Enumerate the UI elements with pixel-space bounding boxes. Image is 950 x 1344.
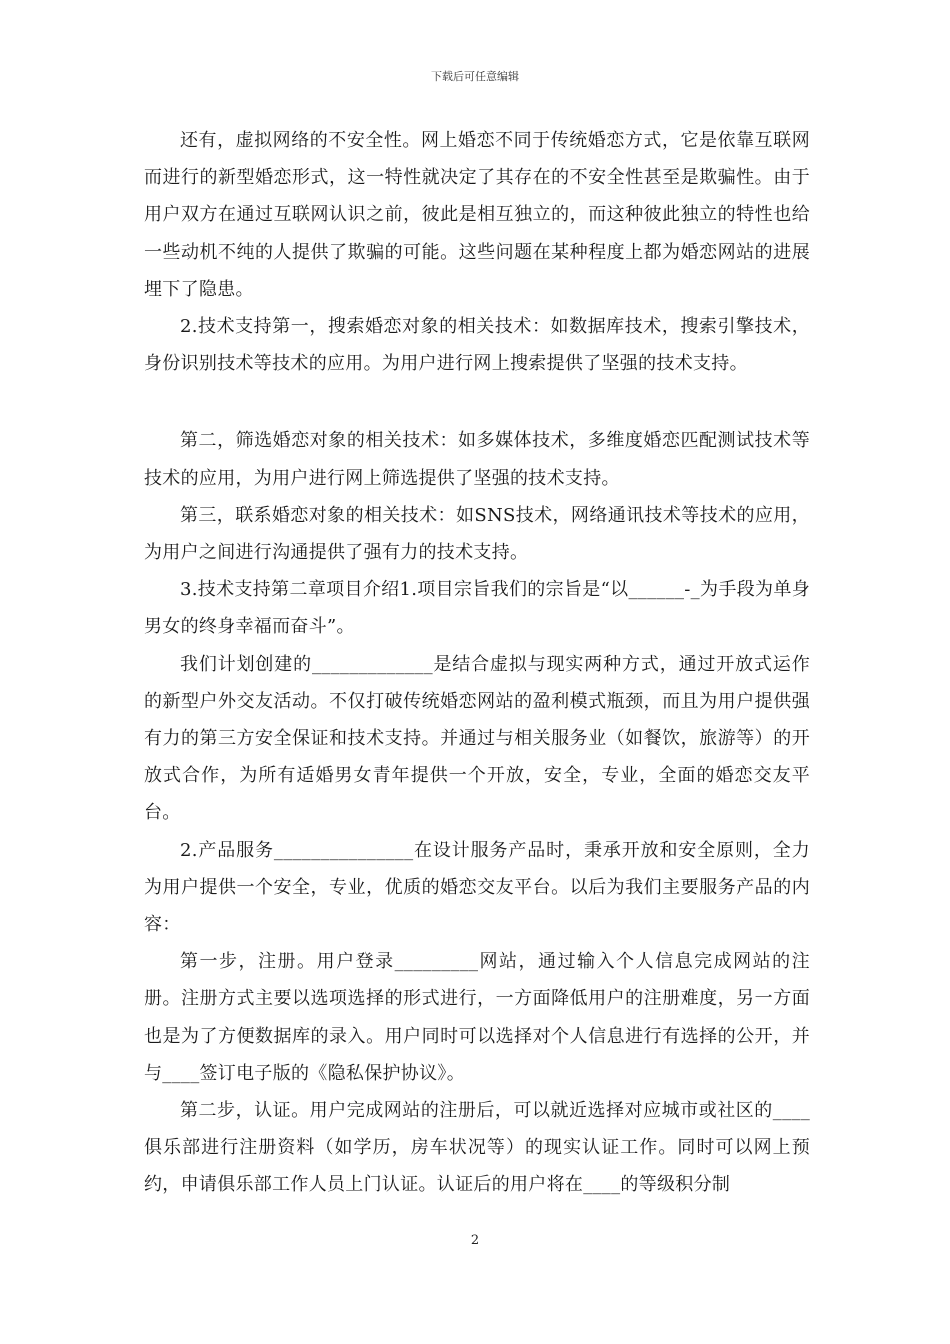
paragraph-project-purpose: 3.技术支持第二章项目介绍1.项目宗旨我们的宗旨是“以______-_为手段为单身男女的终身幸福而奋斗”。 bbox=[144, 579, 810, 638]
paragraph-project-plan: 我们计划创建的_____________是结合虚拟与现实两种方式，通过开放式运作的新型户外交友活动。不仅打破传统婚恋网站的盈利模式瓶颈，而且为用户提供强有力的第三方安全保证和技术支持。并通过与相关服务业（如餐饮，旅游等）的开放式合作，为所有适婚男女青年提供一个开放，安全，专业，全面的婚恋交友平台。 bbox=[144, 653, 810, 824]
paragraph-insecurity: 还有，虚拟网络的不安全性。网上婚恋不同于传统婚恋方式，它是依靠互联网而进行的新型婚恋形式，这一特性就决定了其存在的不安全性甚至是欺骗性。由于用户双方在通过互联网认识之前，彼此是相互独立的，而这种彼此独立的特性也给一些动机不纯的人提供了欺骗的可能。这些问题在某种程度上都为婚恋网站的进展埋下了隐患。 bbox=[144, 130, 810, 300]
page-number: 2 bbox=[470, 1233, 480, 1248]
paragraph-gap bbox=[144, 382, 810, 422]
paragraph-step-register: 第一步，注册。用户登录_________网站，通过输入个人信息完成网站的注册。注册方式主要以选项选择的形式进行，一方面降低用户的注册难度，另一方面也是为了方便数据库的录入。用户同时可以选择对个人信息进行有选择的公开，并与____签订电子版的《隐私保护协议》。 bbox=[144, 951, 810, 1084]
paragraph-step-verify: 第二步，认证。用户完成网站的注册后，可以就近选择对应城市或社区的____俱乐部进行注册资料（如学历，房车状况等）的现实认证工作。同时可以网上预约，申请俱乐部工作人员上门认证。认证后的用户将在____的等级积分制 bbox=[144, 1100, 810, 1196]
paragraph-tech-support-search: 2.技术支持第一，搜索婚恋对象的相关技术：如数据库技术，搜索引擎技术，身份识别技术等技术的应用。为用户进行网上搜索提供了坚强的技术支持。 bbox=[144, 316, 810, 375]
paragraph-tech-filter: 第二，筛选婚恋对象的相关技术：如多媒体技术，多维度婚恋匹配测试技术等技术的应用，为用户进行网上筛选提供了坚强的技术支持。 bbox=[144, 430, 810, 489]
paragraph-product-service: 2.产品服务_______________在设计服务产品时，秉承开放和安全原则，全力为用户提供一个安全，专业，优质的婚恋交友平台。以后为我们主要服务产品的内容： bbox=[144, 839, 810, 936]
page-header: 下载后可任意编辑 bbox=[431, 70, 519, 83]
document-body bbox=[144, 122, 810, 1204]
paragraph-tech-contact: 第三，联系婚恋对象的相关技术：如SNS技术，网络通讯技术等技术的应用，为用户之间进行沟通提供了强有力的技术支持。 bbox=[144, 504, 810, 564]
